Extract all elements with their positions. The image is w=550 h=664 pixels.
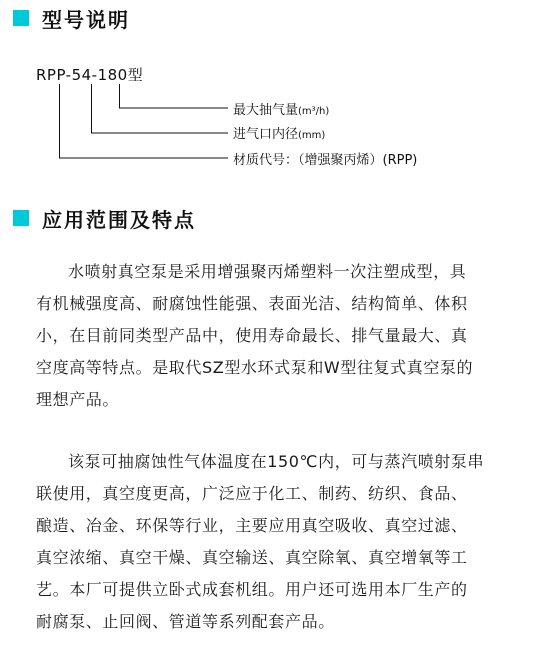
paragraph-line: 该泵可抽腐蚀性气体温度在150℃内，可与蒸汽喷射泵串	[68, 452, 485, 471]
paragraph-line: 酿造、冶金、环保等行业，主要应用真空吸收、真空过滤、	[36, 516, 468, 535]
paragraph-line: 艺。本厂可提供立卧式成套机组。用户还可选用本厂生产的	[36, 580, 468, 599]
paragraph-features	[36, 256, 536, 416]
label-material-code	[233, 149, 417, 168]
paragraph-line: 联使用，真空度更高，广泛应于化工、制药、纺织、食品、	[36, 484, 468, 503]
paragraph-line: 水喷射真空泵是采用增强聚丙烯塑料一次注塑成型，具	[68, 262, 467, 281]
label-text: 最大抽气量	[233, 103, 299, 118]
paragraph-line: 小，在目前同类型产品中，使用寿命最长、排气量最大、真	[36, 326, 468, 345]
label-text: 进气口内径	[233, 127, 299, 142]
section-title: 型号说明	[42, 7, 130, 32]
section-heading-applications	[0, 206, 196, 230]
model-code: RPP-54-180型	[36, 66, 144, 84]
paragraph-line: 耐腐泵、止回阀、管道等系列配套产品。	[36, 612, 335, 631]
paragraph-line: 理想产品。	[36, 390, 120, 409]
label-unit: (m³/h)	[298, 106, 330, 117]
paragraph-applications	[36, 446, 536, 638]
connector-line-capacity	[120, 84, 229, 108]
connector-line-material	[60, 84, 229, 158]
section-title: 应用范围及特点	[42, 207, 196, 232]
paragraph-line: 真空浓缩、真空干燥、真空输送、真空除氧、真空增氧等工	[36, 548, 468, 567]
paragraph-line: 空度高等特点。是取代SZ型水环式泵和W型往复式真空泵的	[36, 358, 474, 377]
square-bullet-icon	[13, 210, 29, 226]
label-inlet-diameter	[233, 123, 325, 142]
label-max-capacity	[233, 99, 329, 118]
label-unit: (mm)	[298, 130, 326, 141]
paragraph-line: 有机械强度高、耐腐蚀性能强、表面光洁、结构简单、体积	[36, 294, 468, 313]
label-text: 材质代号：（增强聚丙烯）(RPP)	[233, 153, 418, 168]
